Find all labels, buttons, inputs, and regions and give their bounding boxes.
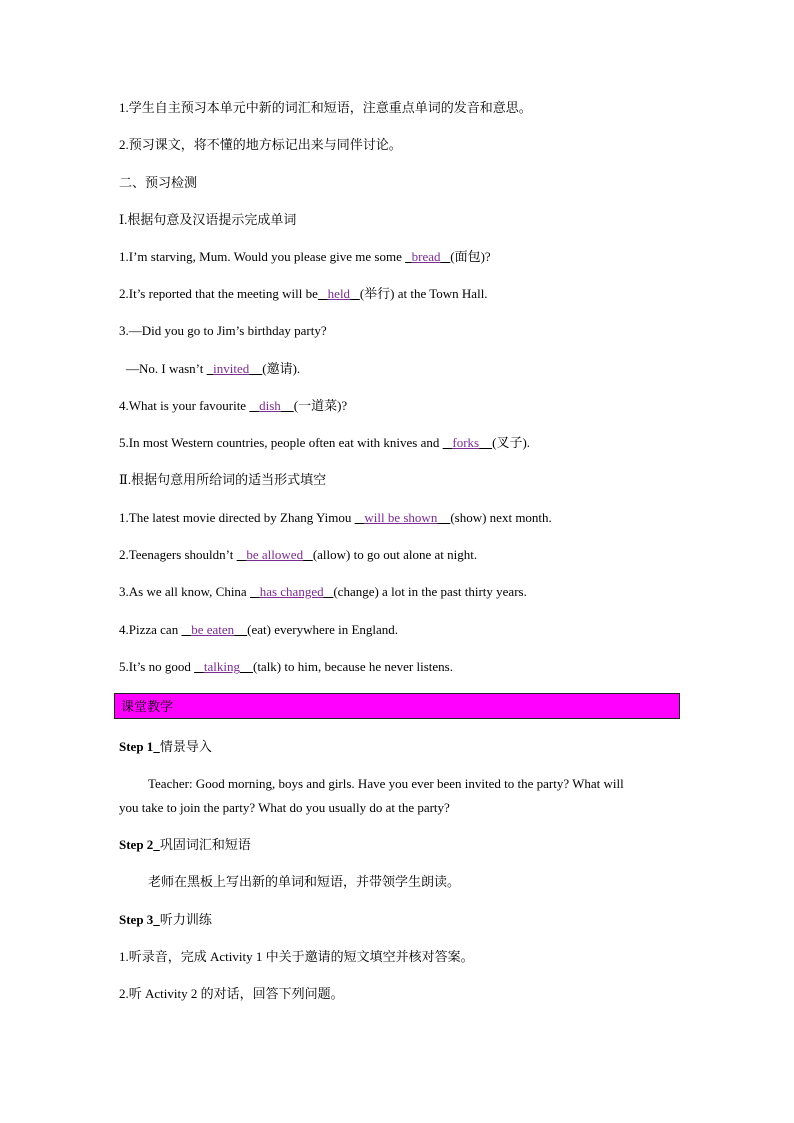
- answer: be eaten: [191, 622, 235, 637]
- section-banner: [114, 693, 680, 719]
- step-3-item-1: 1.听录音，完成 Activity 1 中关于邀请的短文填空并核对答案。: [119, 949, 474, 964]
- step-1-text-line-2: you take to join the party? What do you usually do at the party?: [119, 800, 450, 815]
- step-label: Step 2: [119, 837, 154, 852]
- answer: forks: [452, 435, 480, 450]
- step-1-heading: [119, 738, 212, 756]
- step-title: 听力训练: [159, 912, 212, 927]
- answer: has changed: [259, 584, 324, 599]
- part2-question-5: 5.It’s no good talking (talk) to him, because he never listens.: [119, 659, 453, 674]
- step-label: Step 1: [119, 739, 154, 754]
- answer: invited: [213, 361, 250, 376]
- part1-question-5: 5.In most Western countries, people often eat with knives and forks (叉子).: [119, 435, 531, 450]
- part2-question-1: 1.The latest movie directed by Zhang Yimou will be shown (show) next month.: [119, 510, 552, 525]
- answer: talking: [203, 659, 240, 674]
- step-2-text: 老师在黑板上写出新的单词和短语，并带领学生朗读。: [148, 874, 461, 889]
- step-3-heading: [119, 911, 212, 929]
- part1-question-2: 2.It’s reported that the meeting will be held (举行) at the Town Hall.: [119, 286, 488, 301]
- prep-item-2: 2.预习课文，将不懂的地方标记出来与同伴讨论。: [119, 137, 402, 152]
- part1-question-3-reply: —No. I wasn’t invited (邀请).: [126, 361, 301, 376]
- part1-question-3: 3.—Did you go to Jim’s birthday party?: [119, 323, 327, 338]
- step-3-item-2: 2.听 Activity 2 的对话，回答下列问题。: [119, 986, 344, 1001]
- prep-item-1: 1.学生自主预习本单元中新的词汇和短语，注意重点单词的发音和意思。: [119, 100, 532, 115]
- step-title: 情景导入: [159, 739, 212, 754]
- step-2-heading: [119, 836, 251, 854]
- answer: bread: [411, 249, 441, 264]
- part2-heading: Ⅱ.根据句意用所给词的适当形式填空: [119, 472, 327, 487]
- part1-heading: Ⅰ.根据句意及汉语提示完成单词: [119, 212, 297, 227]
- answer: dish: [259, 398, 281, 413]
- step-label: Step 3: [119, 912, 154, 927]
- section-heading-check: 二、预习检测: [119, 175, 198, 190]
- part2-question-4: 4.Pizza can be eaten (eat) everywhere in England.: [119, 622, 399, 637]
- step-title: 巩固词汇和短语: [159, 837, 251, 852]
- part2-question-3: 3.As we all know, China has changed (change) a lot in the past thirty years.: [119, 584, 527, 599]
- answer: be allowed: [246, 547, 304, 562]
- part1-question-1: 1.I’m starving, Mum. Would you please give me some bread (面包)?: [119, 249, 491, 264]
- banner-title: 课堂教学: [121, 699, 174, 714]
- part1-question-4: 4.What is your favourite dish (一道菜)?: [119, 398, 348, 413]
- answer: held: [327, 286, 351, 301]
- step-1-text-line-1: Teacher: Good morning, boys and girls. Have you ever been invited to the party? What will: [148, 776, 624, 791]
- part2-question-2: 2.Teenagers shouldn’t be allowed (allow) to go out alone at night.: [119, 547, 478, 562]
- answer: will be shown: [364, 510, 438, 525]
